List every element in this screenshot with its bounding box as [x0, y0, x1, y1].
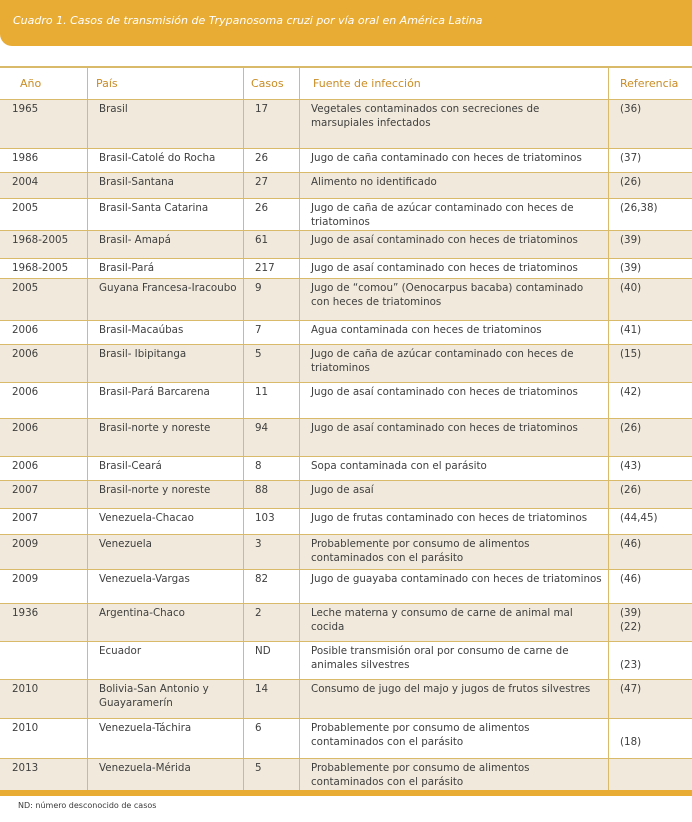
row-cases: 11 — [255, 386, 269, 398]
header-cases: Casos — [251, 77, 284, 90]
row-divider — [0, 480, 692, 481]
table-row — [0, 641, 692, 679]
row-source: Jugo de asaí contaminado con heces de triatominos — [311, 422, 578, 434]
row-source: Consumo de jugo del majo y jugos de frutos silvestres — [311, 683, 591, 695]
header-country: País — [96, 77, 118, 90]
table-row — [0, 508, 692, 534]
row-year: 2009 — [12, 538, 39, 550]
row-year: 2006 — [12, 324, 39, 336]
row-country: Brasil-norte y noreste — [99, 484, 211, 496]
row-country: Brasil-Santa Catarina — [99, 202, 209, 214]
row-source: Jugo de frutas contaminado con heces de triatominos — [311, 512, 588, 524]
title-bar — [0, 0, 692, 46]
row-cases: 6 — [255, 722, 262, 734]
row-year — [12, 641, 83, 679]
row-source: Posible transmisión oral por consumo de carne de animales silvestres — [311, 645, 569, 671]
table-row — [0, 418, 692, 456]
row-year: 2005 — [12, 202, 39, 214]
table-row — [0, 569, 692, 603]
table-row — [0, 534, 692, 569]
row-source: Probablemente por consumo de alimentos contaminados con el parásito — [311, 722, 530, 748]
table-row — [0, 456, 692, 480]
table-row — [0, 382, 692, 418]
row-cases: 26 — [255, 152, 269, 164]
reference-line: (39) — [620, 607, 642, 619]
row-country: Bolivia-San Antonio y Guayaramerín — [99, 683, 209, 709]
bottom-rule — [0, 790, 692, 796]
row-source: Agua contaminada con heces de triatominos — [311, 324, 542, 336]
table-header — [0, 68, 692, 99]
reference-line: (22) — [620, 621, 642, 633]
row-divider — [0, 456, 692, 457]
row-divider — [0, 198, 692, 199]
row-year: 1968-2005 — [12, 262, 69, 274]
row-reference: (44,45) — [620, 512, 658, 524]
row-reference: (41) — [620, 324, 642, 336]
row-year: 1986 — [12, 152, 39, 164]
row-cases: 14 — [255, 683, 269, 695]
table-row — [0, 172, 692, 198]
row-country: Venezuela-Vargas — [99, 573, 190, 585]
row-country: Brasil-Santana — [99, 176, 174, 188]
row-year: 2004 — [12, 176, 39, 188]
row-country: Brasil-Catolé do Rocha — [99, 152, 216, 164]
row-year: 1936 — [12, 607, 39, 619]
row-divider — [0, 172, 692, 173]
row-source: Jugo de “comou” (Oenocarpus bacaba) contaminado con heces de triatominos — [311, 282, 584, 308]
row-cases: 5 — [255, 762, 262, 774]
column-divider — [608, 68, 609, 792]
cases-table — [0, 66, 692, 790]
row-cases: 5 — [255, 348, 262, 360]
row-country: Brasil-norte y noreste — [99, 422, 211, 434]
row-year: 2010 — [12, 722, 39, 734]
row-year: 1965 — [12, 103, 39, 115]
row-source: Sopa contaminada con el parásito — [311, 460, 487, 472]
row-cases: 217 — [255, 262, 275, 274]
row-cases: 26 — [255, 202, 269, 214]
row-divider — [0, 603, 692, 604]
row-reference — [620, 758, 688, 792]
row-year: 2006 — [12, 422, 39, 434]
row-country: Venezuela-Chacao — [99, 512, 194, 524]
column-divider — [243, 68, 244, 792]
table-row — [0, 99, 692, 148]
row-source: Jugo de guayaba contaminado con heces de triatominos — [311, 573, 602, 585]
row-reference: (39) — [620, 234, 642, 246]
row-country: Brasil-Ceará — [99, 460, 162, 472]
table-row — [0, 198, 692, 230]
row-cases: 88 — [255, 484, 269, 496]
row-source: Jugo de caña contaminado con heces de triatominos — [311, 152, 582, 164]
table-row — [0, 344, 692, 382]
row-source: Jugo de asaí contaminado con heces de triatominos — [311, 386, 578, 398]
row-year: 2006 — [12, 386, 39, 398]
row-reference: (26) — [620, 422, 642, 434]
header-year: Año — [20, 77, 42, 90]
row-divider — [0, 320, 692, 321]
row-country: Brasil-Macaúbas — [99, 324, 184, 336]
row-country: Guyana Francesa-Iracoubo — [99, 282, 237, 294]
row-country: Brasil- Amapá — [99, 234, 171, 246]
row-divider — [0, 230, 692, 231]
row-divider — [0, 418, 692, 419]
row-divider — [0, 758, 692, 759]
row-divider — [0, 508, 692, 509]
row-source: Jugo de asaí contaminado con heces de triatominos — [311, 234, 578, 246]
row-year: 2005 — [12, 282, 39, 294]
row-reference: (40) — [620, 282, 642, 294]
row-country: Venezuela-Mérida — [99, 762, 191, 774]
row-source: Probablemente por consumo de alimentos contaminados con el parásito — [311, 538, 530, 564]
row-source: Vegetales contaminados con secreciones de marsupiales infectados — [311, 103, 540, 129]
row-cases: 27 — [255, 176, 269, 188]
row-reference: (18) — [620, 736, 642, 748]
row-divider — [0, 534, 692, 535]
row-cases: ND — [255, 645, 271, 657]
row-country: Brasil-Pará — [99, 262, 155, 274]
row-divider — [0, 679, 692, 680]
row-reference: (26) — [620, 484, 642, 496]
row-divider — [0, 99, 692, 100]
row-reference: (47) — [620, 683, 642, 695]
row-cases: 7 — [255, 324, 262, 336]
row-reference: (15) — [620, 348, 642, 360]
table-row — [0, 758, 692, 792]
table-row — [0, 603, 692, 641]
row-source: Alimento no identificado — [311, 176, 437, 188]
row-cases: 3 — [255, 538, 262, 550]
row-source: Probablemente por consumo de alimentos contaminados con el parásito — [311, 762, 530, 788]
table-row — [0, 679, 692, 718]
row-cases: 2 — [255, 607, 262, 619]
row-cases: 82 — [255, 573, 269, 585]
row-source: Jugo de caña de azúcar contaminado con heces de triatominos — [311, 348, 574, 374]
table-row — [0, 480, 692, 508]
row-reference: (23) — [620, 659, 642, 671]
row-country: Venezuela — [99, 538, 152, 550]
row-cases: 61 — [255, 234, 269, 246]
row-cases: 94 — [255, 422, 269, 434]
table-row — [0, 320, 692, 344]
row-divider — [0, 148, 692, 149]
row-reference: (43) — [620, 460, 642, 472]
table-row — [0, 258, 692, 278]
row-source: Jugo de caña de azúcar contaminado con heces de triatominos — [311, 202, 574, 228]
row-country: Ecuador — [99, 645, 142, 657]
row-divider — [0, 569, 692, 570]
row-reference: (46) — [620, 538, 642, 550]
row-cases: 103 — [255, 512, 275, 524]
row-year: 1968-2005 — [12, 234, 69, 246]
row-divider — [0, 344, 692, 345]
header-source: Fuente de infección — [313, 77, 421, 90]
row-reference — [620, 603, 688, 641]
footnote: ND: número desconocido de casos — [18, 801, 157, 810]
row-year: 2009 — [12, 573, 39, 585]
row-year: 2010 — [12, 683, 39, 695]
row-reference: (26) — [620, 176, 642, 188]
row-country: Brasil- Ibipitanga — [99, 348, 187, 360]
row-divider — [0, 382, 692, 383]
table-row — [0, 230, 692, 258]
row-year: 2006 — [12, 348, 39, 360]
table-row — [0, 718, 692, 758]
row-reference: (36) — [620, 103, 642, 115]
row-reference: (39) — [620, 262, 642, 274]
table-row — [0, 278, 692, 320]
table-row — [0, 148, 692, 172]
row-country: Venezuela-Táchira — [99, 722, 192, 734]
row-year: 2007 — [12, 512, 39, 524]
row-reference: (46) — [620, 573, 642, 585]
row-year: 2006 — [12, 460, 39, 472]
row-divider — [0, 718, 692, 719]
row-year: 2007 — [12, 484, 39, 496]
row-reference: (42) — [620, 386, 642, 398]
row-country: Brasil — [99, 103, 128, 115]
column-divider — [299, 68, 300, 792]
row-cases: 17 — [255, 103, 269, 115]
header-reference: Referencia — [620, 77, 679, 90]
table-title: Cuadro 1. Casos de transmisión de Trypanosoma cruzi por vía oral en América Latina — [13, 14, 483, 27]
row-source: Jugo de asaí contaminado con heces de triatominos — [311, 262, 578, 274]
row-source: Jugo de asaí — [311, 484, 374, 496]
row-cases: 9 — [255, 282, 262, 294]
row-divider — [0, 278, 692, 279]
row-country: Argentina-Chaco — [99, 607, 185, 619]
row-divider — [0, 258, 692, 259]
column-divider — [87, 68, 88, 792]
row-reference: (26,38) — [620, 202, 658, 214]
row-divider — [0, 641, 692, 642]
row-country: Brasil-Pará Barcarena — [99, 386, 210, 398]
row-source: Leche materna y consumo de carne de animal mal cocida — [311, 607, 573, 633]
row-reference: (37) — [620, 152, 642, 164]
row-cases: 8 — [255, 460, 262, 472]
row-year: 2013 — [12, 762, 39, 774]
